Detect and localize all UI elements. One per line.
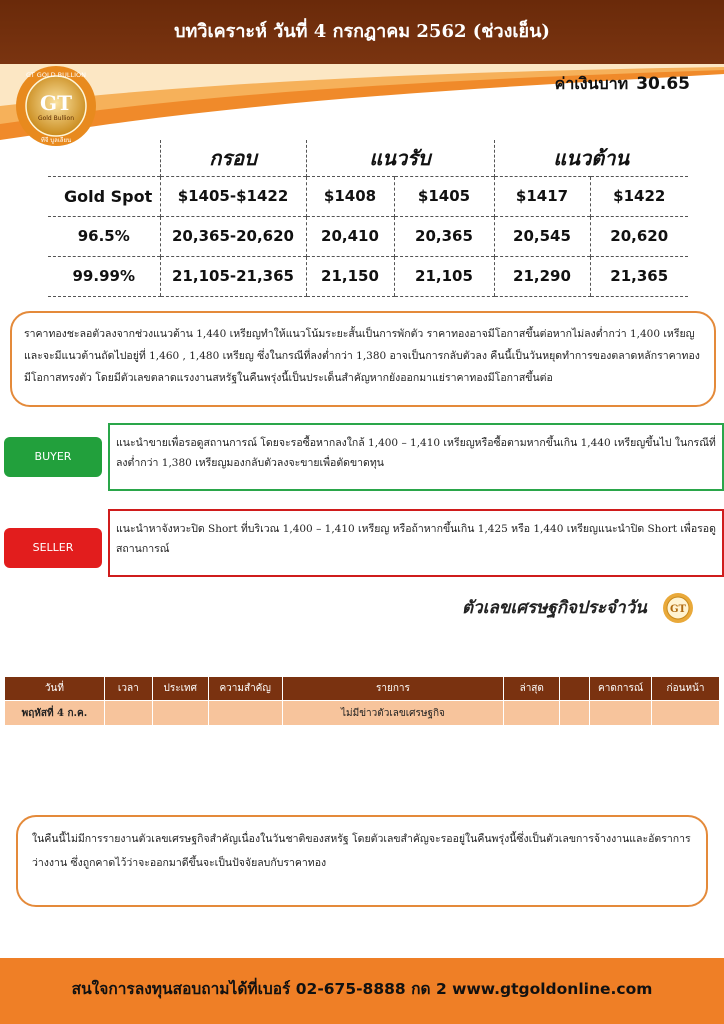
exchange-rate-label: ค่าเงินบาท <box>554 74 629 93</box>
gt-gold-bullion-logo <box>8 64 104 148</box>
cell-country <box>152 701 208 726</box>
econ-table-header <box>5 677 720 701</box>
header-resistance: แนวต้าน <box>494 140 688 176</box>
table-row <box>48 176 688 216</box>
seller-advice-box <box>108 509 724 577</box>
header-blank <box>560 677 590 701</box>
econ-section-title: ตัวเลขเศรษฐกิจประจำวัน <box>462 598 647 618</box>
price-table <box>48 140 688 297</box>
cell-previous <box>652 701 720 726</box>
cell-range: 20,365-20,620 <box>160 216 306 256</box>
cell-item: ไม่มีข่าวตัวเลขเศรษฐกิจ <box>282 701 504 726</box>
seller-advice-text: แนะนำหาจังหวะปิด Short ที่บริเวณ 1,400 – 1,410 เหรียญ หรือถ้าหากขึ้นเกิน 1,425 หรือ 1,440 เหรียญแนะนำปิด Short เพื่อรอดูสถานการณ์ <box>116 523 716 555</box>
header-time: เวลา <box>104 677 152 701</box>
analysis-text: ราคาทองชะลอตัวลงจากช่วงแนวต้าน 1,440 เหรียญทำให้แนวโน้มระยะสั้นเป็นการพักตัว ราคาทองอาจมีโอกาสขึ้นต่อหากไม่ลงต่ำกว่า 1,400 เหรียญและจะมีแนวต้านถัดไปอยู่ที่ 1,460 , 1,480 เหรียญ ซึ่งในกรณีที่ลงต่ำกว่า 1,380 อาจเป็นการกลับตัวลง คืนนี้เป็นวันหยุดทำการของตลาดหลักราคาทองมีโอกาสทรงตัว โดยมีตัวเลขตลาดแรงงานสหรัฐในคืนพรุ่งนี้เป็นประเด็นสำคัญหากยังออกมาแย่ราคาทองมีโอกาสขึ้นต่อ <box>24 328 700 384</box>
cell-blank <box>560 701 590 726</box>
footer-contact: สนใจการลงทุนสอบถามได้ที่เบอร์ 02-675-8888 กด 2 www.gtgoldonline.com <box>71 980 653 998</box>
cell-forecast <box>590 701 652 726</box>
buyer-badge: BUYER <box>4 437 102 477</box>
cell-time <box>104 701 152 726</box>
cell-support-1: $1408 <box>306 176 394 216</box>
cell-date: พฤหัสที่ 4 ก.ค. <box>5 701 105 726</box>
summary-box <box>16 815 708 907</box>
header-importance: ความสำคัญ <box>208 677 282 701</box>
price-table-header <box>48 140 688 176</box>
exchange-rate-value: 30.65 <box>636 74 690 94</box>
buyer-advice-box <box>108 423 724 491</box>
cell-support-2: 21,105 <box>394 256 494 296</box>
cell-support-1: 20,410 <box>306 216 394 256</box>
page-title: บทวิเคราะห์ วันที่ 4 กรกฎาคม 2562 (ช่วงเย็น) <box>174 21 550 42</box>
row-label: 96.5% <box>48 216 160 256</box>
header-range: กรอบ <box>160 140 306 176</box>
cell-resistance-1: $1417 <box>494 176 590 216</box>
cell-support-2: 20,365 <box>394 216 494 256</box>
header-item: รายการ <box>282 677 504 701</box>
cell-range: $1405-$1422 <box>160 176 306 216</box>
gt-small-logo <box>662 592 694 624</box>
table-row <box>5 701 720 726</box>
header-forecast: คาดการณ์ <box>590 677 652 701</box>
cell-resistance-1: 21,290 <box>494 256 590 296</box>
analysis-box <box>10 311 716 407</box>
header-latest: ล่าสุด <box>504 677 560 701</box>
table-row <box>48 256 688 296</box>
row-label: Gold Spot <box>48 176 160 216</box>
cell-support-1: 21,150 <box>306 256 394 296</box>
svg-text:ทีจี บูลเลียน: ทีจี บูลเลียน <box>40 137 72 144</box>
cell-support-2: $1405 <box>394 176 494 216</box>
svg-text:Gold Bullion: Gold Bullion <box>37 115 75 122</box>
empty-header <box>48 140 160 176</box>
svg-text:GT: GT <box>40 91 72 115</box>
cell-resistance-1: 20,545 <box>494 216 590 256</box>
cell-resistance-2: 20,620 <box>590 216 688 256</box>
econ-calendar-table <box>4 676 720 726</box>
svg-text:GT: GT <box>670 604 686 615</box>
seller-badge: SELLER <box>4 528 102 568</box>
header-support: แนวรับ <box>306 140 494 176</box>
header-previous: ก่อนหน้า <box>652 677 720 701</box>
cell-latest <box>504 701 560 726</box>
cell-importance <box>208 701 282 726</box>
cell-range: 21,105-21,365 <box>160 256 306 296</box>
exchange-rate <box>555 72 690 97</box>
header-date: วันที่ <box>5 677 105 701</box>
table-row <box>48 216 688 256</box>
header-country: ประเทศ <box>152 677 208 701</box>
svg-text:GT GOLD BULLION: GT GOLD BULLION <box>25 71 87 79</box>
row-label: 99.99% <box>48 256 160 296</box>
buyer-advice-text: แนะนำขายเพื่อรอดูสถานการณ์ โดยจะรอซื้อหากลงใกล้ 1,400 – 1,410 เหรียญหรือซื้อตามหากขึ้นเกิน 1,440 เหรียญขึ้นไป ในกรณีที่ลงต่ำกว่า 1,380 เหรียญมองกลับตัวลงจะขายเพื่อตัดขาดทุน <box>116 437 716 469</box>
cell-resistance-2: $1422 <box>590 176 688 216</box>
summary-text: ในคืนนี้ไม่มีการรายงานตัวเลขเศรษฐกิจสำคัญเนื่องในวันชาติของสหรัฐ โดยตัวเลขสำคัญจะรออยู่ในคืนพรุ่งนี้ซึ่งเป็นตัวเลขการจ้างงานและอัตราการว่างงาน ซึ่งถูกคาดไว้ว่าจะออกมาดีขึ้นจะเป็นปัจจัยลบกับราคาทอง <box>32 833 691 869</box>
cell-resistance-2: 21,365 <box>590 256 688 296</box>
